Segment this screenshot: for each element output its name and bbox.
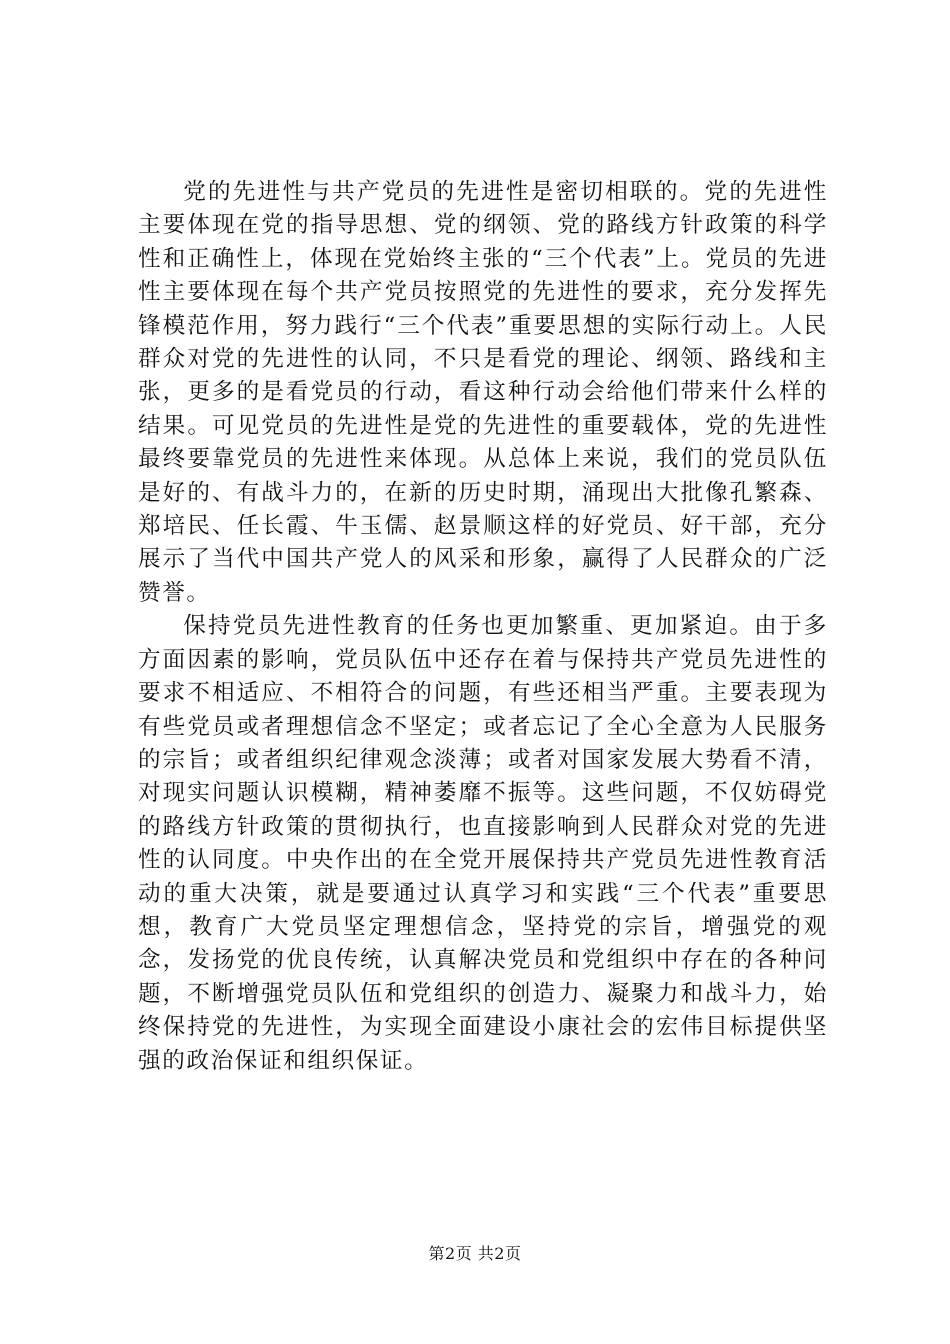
page-number-footer: 第2页 共2页 (428, 1244, 522, 1263)
document-body (138, 176, 828, 1078)
paragraph-2: 保持党员先进性教育的任务也更加繁重、更加紧迫。由于多方面因素的影响，党员队伍中还存在着与保持共产党员先进性的要求不相适应、不相符合的问题，有些还相当严重。主要表现为有些党员或者理想信念不坚定；或者忘记了全心全意为人民服务的宗旨；或者组织纪律观念淡薄；或者对国家发展大势看不清，对现实问题认识模糊，精神萎靡不振等。这些问题，不仅妨碍党的路线方针政策的贯彻执行，也直接影响到人民群众对党的先进性的认同度。中央作出的在全党开展保持共产党员先进性教育活动的重大决策，就是要通过认真学习和实践“三个代表”重要思想，教育广大党员坚定理想信念，坚持党的宗旨，增强党的观念，发扬党的优良传统，认真解决党员和党组织中存在的各种问题，不断增强党员队伍和党组织的创造力、凝聚力和战斗力，始终保持党的先进性，为实现全面建设小康社会的宏伟目标提供坚强的政治保证和组织保证。 (138, 613, 828, 1074)
paragraph-1: 党的先进性与共产党员的先进性是密切相联的。党的先进性主要体现在党的指导思想、党的纲领、党的路线方针政策的科学性和正确性上，体现在党始终主张的“三个代表”上。党员的先进性主要体现在每个共产党员按照党的先进性的要求，充分发挥先锋模范作用，努力践行“三个代表”重要思想的实际行动上。人民群众对党的先进性的认同，不只是看党的理论、纲领、路线和主张，更多的是看党员的行动，看这种行动会给他们带来什么样的结果。可见党员的先进性是党的先进性的重要载体，党的先进性最终要靠党员的先进性来体现。从总体上来说，我们的党员队伍是好的、有战斗力的，在新的历史时期，涌现出大批像孔繁森、郑培民、任长霞、牛玉儒、赵景顺这样的好党员、好干部，充分展示了当代中国共产党人的风采和形象，赢得了人民群众的广泛赞誉。 (138, 179, 828, 606)
